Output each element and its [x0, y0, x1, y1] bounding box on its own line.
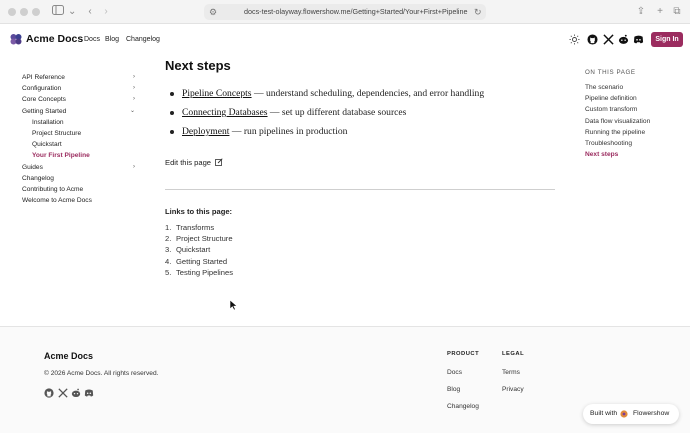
- backlink-label: Transforms: [176, 223, 215, 232]
- sidebar-item-project-structure[interactable]: [22, 128, 137, 139]
- discord-icon[interactable]: [633, 34, 644, 45]
- sidebar-item-label: Contributing to Acme: [22, 185, 84, 193]
- sidebar-item-label: Your First Pipeline: [32, 152, 90, 160]
- sidebar-item-label: Welcome to Acme Docs: [22, 197, 92, 205]
- chevron-right-icon: ›: [133, 85, 135, 92]
- url-text: docs-test-olayway.flowershow.me/Getting+Started/Your+First+Pipeline: [244, 7, 468, 16]
- footer-link-blog[interactable]: Blog: [447, 386, 461, 393]
- chevron-right-icon: ›: [133, 74, 135, 80]
- sidebar-item-label: Core Concepts: [22, 96, 66, 104]
- toc-item-next-steps[interactable]: Next steps: [585, 151, 619, 159]
- sidebar-item-api-reference[interactable]: [22, 72, 137, 83]
- bullet-icon: [170, 92, 174, 96]
- chevron-down-icon: ⌄: [129, 107, 135, 114]
- bullet-icon: [170, 130, 174, 134]
- chevron-right-icon: ›: [133, 163, 135, 170]
- list-item: [165, 103, 557, 122]
- built-with-label: Built with: [590, 410, 618, 417]
- docs-sidebar: [22, 72, 137, 206]
- backlink-label: Quickstart: [176, 245, 211, 255]
- new-tab-icon[interactable]: +: [657, 6, 663, 17]
- step-description: — set up different database sources: [267, 107, 407, 118]
- sidebar-item-label: Configuration: [22, 85, 62, 93]
- step-description: — understand scheduling, dependencies, and error handling: [251, 88, 485, 99]
- footer-legal-heading: LEGAL: [502, 351, 525, 357]
- sign-in-button[interactable]: Sign In: [651, 32, 683, 47]
- site-settings-icon[interactable]: ⚙: [209, 7, 218, 17]
- nav-blog[interactable]: Blog: [105, 36, 120, 43]
- list-item: [165, 122, 557, 141]
- sidebar-toggle-icon[interactable]: [50, 5, 66, 19]
- sidebar-item-installation[interactable]: [22, 117, 137, 128]
- minimize-window-button[interactable]: [20, 8, 28, 16]
- sidebar-item-configuration[interactable]: [22, 83, 137, 94]
- built-with-brand: Flowershow: [633, 410, 670, 417]
- sidebar-item-welcome[interactable]: [22, 195, 137, 206]
- address-bar[interactable]: [204, 4, 486, 20]
- nav-docs[interactable]: Docs: [84, 36, 100, 43]
- edit-icon: [215, 158, 223, 166]
- reddit-icon[interactable]: [71, 388, 81, 398]
- site-brand[interactable]: Acme Docs: [26, 33, 84, 45]
- divider: [165, 189, 555, 190]
- share-icon[interactable]: ⇪: [636, 6, 646, 17]
- sun-icon[interactable]: [569, 34, 580, 45]
- close-window-button[interactable]: [8, 8, 16, 16]
- sidebar-item-getting-started[interactable]: [22, 106, 137, 117]
- backlink-item[interactable]: 4. Getting Started: [165, 256, 228, 266]
- link-connecting-databases[interactable]: Connecting Databases: [182, 107, 268, 118]
- bullet-icon: [170, 111, 174, 115]
- forward-button[interactable]: ›: [104, 6, 108, 17]
- github-icon[interactable]: [587, 34, 598, 45]
- footer-link-terms[interactable]: Terms: [502, 369, 520, 376]
- toc-item-pipeline-definition[interactable]: Pipeline definition: [585, 95, 637, 103]
- sidebar-item-label: Changelog: [22, 174, 54, 182]
- built-with-badge[interactable]: [583, 404, 679, 424]
- sidebar-item-label: Guides: [22, 163, 43, 171]
- backlink-item[interactable]: 3. Quickstart: [165, 245, 211, 255]
- chevron-down-icon[interactable]: ⌄: [68, 6, 77, 17]
- backlink-label: Testing Pipelines: [176, 267, 233, 277]
- toc-item-scenario[interactable]: The scenario: [585, 84, 624, 91]
- link-pipeline-concepts[interactable]: Pipeline Concepts: [182, 88, 252, 99]
- main-content: [165, 56, 557, 278]
- toc-item-running[interactable]: Running the pipeline: [585, 128, 646, 136]
- toc-item-data-flow[interactable]: Data flow visualization: [585, 117, 651, 125]
- chevron-right-icon: ›: [133, 96, 135, 103]
- backlinks-heading: Links to this page:: [165, 207, 233, 216]
- sidebar-item-label: Quickstart: [32, 141, 62, 149]
- edit-page-label: Edit this page: [165, 158, 212, 167]
- backlink-item[interactable]: 2. Project Structure: [165, 234, 233, 244]
- reddit-icon[interactable]: [618, 34, 629, 45]
- sidebar-item-your-first-pipeline[interactable]: [22, 150, 137, 161]
- backlink-item[interactable]: 1. Transforms: [165, 223, 215, 232]
- flowershow-logo-icon: [620, 410, 628, 418]
- discord-icon[interactable]: [84, 388, 94, 398]
- sidebar-item-contributing[interactable]: [22, 184, 137, 195]
- sidebar-item-label: Project Structure: [32, 129, 82, 137]
- sidebar-item-label: Installation: [32, 118, 64, 126]
- x-icon[interactable]: [603, 34, 614, 45]
- edit-page-link[interactable]: [165, 157, 557, 168]
- sidebar-item-label: API Reference: [22, 74, 65, 81]
- zoom-window-button[interactable]: [32, 8, 40, 16]
- link-deployment[interactable]: Deployment: [182, 126, 230, 137]
- sidebar-item-guides[interactable]: [22, 162, 137, 173]
- section-heading: Next steps: [165, 58, 231, 73]
- mouse-cursor-icon: [229, 299, 238, 311]
- sidebar-item-label: Getting Started: [22, 107, 67, 115]
- next-steps-list: [165, 84, 557, 141]
- step-description: — run pipelines in production: [229, 126, 348, 137]
- backlink-label: Project Structure: [176, 234, 233, 244]
- sidebar-item-core-concepts[interactable]: [22, 94, 137, 105]
- footer-copyright: © 2026 Acme Docs. All rights reserved.: [44, 370, 159, 377]
- table-of-contents: [585, 68, 685, 160]
- browser-toolbar: [0, 0, 690, 24]
- sidebar-item-quickstart[interactable]: [22, 139, 137, 150]
- back-button[interactable]: ‹: [88, 6, 92, 17]
- footer-link-docs[interactable]: Docs: [447, 369, 463, 376]
- nav-changelog[interactable]: Changelog: [126, 36, 160, 43]
- reload-icon[interactable]: ↻: [474, 7, 482, 17]
- backlink-item[interactable]: 5. Testing Pipelines: [165, 267, 233, 277]
- backlink-label: Getting Started: [176, 256, 228, 266]
- footer-product-heading: PRODUCT: [447, 351, 480, 357]
- footer-brand: Acme Docs: [44, 351, 94, 361]
- sidebar-item-changelog[interactable]: [22, 173, 137, 184]
- toc-item-custom-transform[interactable]: Custom transform: [585, 106, 638, 114]
- backlinks-list: [165, 222, 557, 278]
- site-header: [0, 25, 690, 55]
- acme-logo-icon[interactable]: [10, 33, 22, 45]
- toc-heading: ON THIS PAGE: [585, 69, 636, 76]
- toc-item-troubleshooting[interactable]: Troubleshooting: [585, 139, 633, 147]
- tab-overview-icon[interactable]: ⧉: [673, 6, 681, 17]
- x-icon[interactable]: [58, 388, 68, 398]
- footer-link-privacy[interactable]: Privacy: [502, 386, 524, 393]
- list-item: [165, 84, 557, 103]
- github-icon[interactable]: [44, 388, 54, 398]
- footer-link-changelog[interactable]: Changelog: [447, 403, 479, 410]
